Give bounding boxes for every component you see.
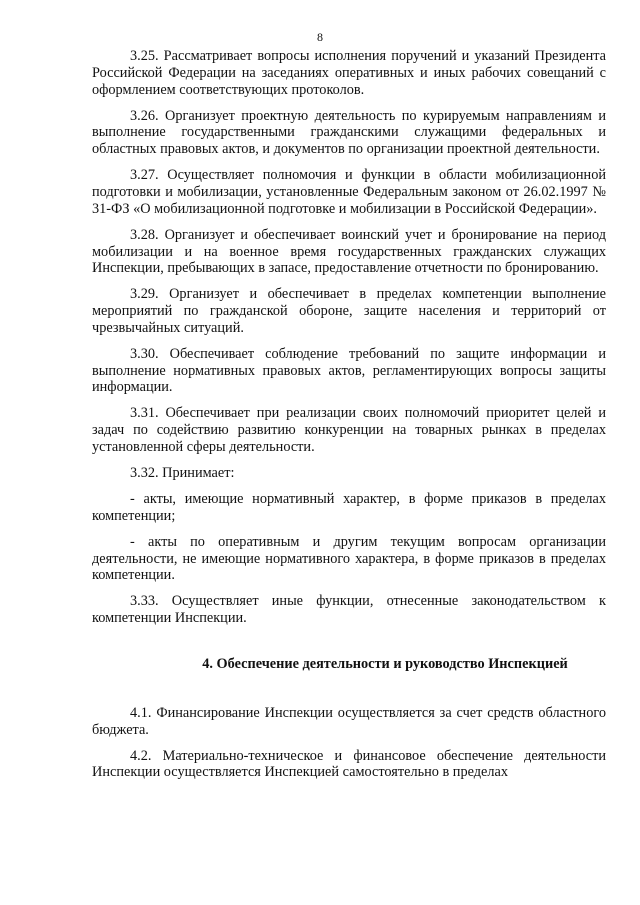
paragraph-3-33: 3.33. Осуществляет иные функции, отнесенные законодательством к компетенции Инспекции.	[92, 593, 606, 627]
paragraph-3-30: 3.30. Обеспечивает соблюдение требований по защите информации и выполнение нормативных правовых актов, регламентирующих вопросы защиты информации.	[92, 345, 606, 396]
section-heading: 4. Обеспечение деятельности и руководство Инспекцией	[202, 655, 568, 672]
paragraph-4-1: 4.1. Финансирование Инспекции осуществляется за счет средств областного бюджета.	[92, 704, 606, 738]
paragraph-3-27: 3.27. Осуществляет полномочия и функции в области мобилизационной подготовки и мобилизации, установленные Федеральным законом от 26.02.1997 № 31-ФЗ «О мобилизационной подготовке и мобилизации в Российской Федерации».	[92, 167, 606, 217]
paragraph-3-28: 3.28. Организует и обеспечивает воинский учет и бронирование на период мобилизации и на военное время государственных гражданских служащих Инспекции, пребывающих в запасе, предоставление отчетности по бронированию.	[92, 226, 606, 277]
list-item-normative-acts: - акты, имеющие нормативный характер, в форме приказов в пределах компетенции;	[92, 491, 606, 524]
list-item-operative-acts: - акты по оперативным и другим текущим вопросам организации деятельности, не имеющие нормативного характера, в форме приказов в пределах компетенции.	[92, 533, 606, 584]
paragraph-3-31: 3.31. Обеспечивает при реализации своих полномочий приоритет целей и задач по содействию развитию конкуренции на товарных рынках в пределах установленной сферы деятельности.	[92, 405, 606, 456]
paragraph-3-26: 3.26. Организует проектную деятельность по курируемым направлениям и выполнение государственными гражданскими служащими федеральных и областных правовых актов, и документов по организации проектной деятельности.	[92, 107, 606, 158]
paragraph-3-25: 3.25. Рассматривает вопросы исполнения поручений и указаний Президента Российской Федерации на заседаниях оперативных и иных рабочих совещаний с оформлением соответствующих протоколов.	[92, 48, 606, 98]
document-body	[92, 48, 606, 790]
paragraph-3-32: 3.32. Принимает:	[130, 465, 235, 482]
paragraph-4-2: 4.2. Материально-техническое и финансовое обеспечение деятельности Инспекции осуществляется Инспекцией самостоятельно в пределах	[92, 747, 606, 781]
page-number: 8	[317, 30, 323, 44]
paragraph-3-29: 3.29. Организует и обеспечивает в пределах компетенции выполнение мероприятий по гражданской обороне, защите населения и территорий от чрезвычайных ситуаций.	[92, 286, 606, 336]
